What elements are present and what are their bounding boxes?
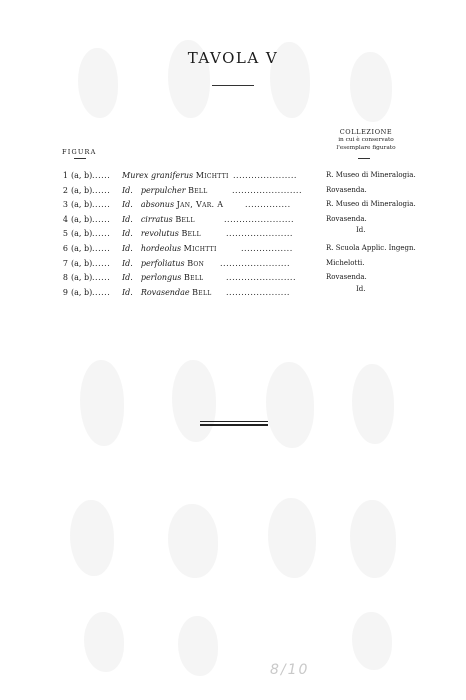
figure-row — [0, 186, 466, 200]
figure-subparts: (a, b) — [71, 244, 93, 253]
figure-subparts: (a, b) — [71, 229, 93, 239]
species-epithet: perlongus — [140, 273, 182, 283]
plate-title: TAVOLA V — [187, 49, 279, 67]
genus: Id. — [122, 214, 133, 224]
genus: Id. — [122, 200, 133, 210]
species-name — [122, 259, 204, 268]
figure-subparts: (a, b) — [71, 200, 93, 210]
collezione-subheading-1: in cui è conservato — [338, 137, 394, 143]
figure-row — [0, 226, 466, 243]
species-author: Bell — [181, 229, 201, 239]
leader-dots: ....................... — [224, 214, 294, 224]
collection-name: R. Scuola Applic. Ingegn. — [326, 244, 416, 252]
show-through-shape — [70, 500, 114, 576]
leader-dots: ....................... — [226, 273, 296, 283]
show-through-shape — [172, 360, 216, 442]
genus: Id. — [122, 287, 133, 297]
figure-number: 2 — [62, 185, 68, 195]
figure-number: 7 — [62, 258, 68, 268]
column-header-figura: FIGURA — [62, 148, 97, 156]
species-author: Bell — [188, 185, 208, 195]
leader-dots: ...... — [92, 214, 111, 224]
column-header-rule — [74, 158, 86, 159]
figure-number: 1 — [62, 171, 68, 180]
genus: Murex graniferus — [122, 171, 194, 180]
figure-subparts: (a, b) — [71, 185, 93, 195]
end-rule — [200, 421, 268, 422]
figure-number: 6 — [62, 244, 68, 253]
show-through-shape — [80, 360, 124, 446]
species-name — [122, 288, 212, 297]
species-name — [122, 200, 223, 209]
show-through-shape — [178, 616, 218, 676]
collection-name: R. Museo di Mineralogia. — [326, 171, 416, 179]
figure-subparts: (a, b) — [71, 214, 93, 224]
figure-subparts: (a, b) — [71, 171, 93, 180]
figure-number: 8 — [62, 273, 68, 283]
species-author: Michtti — [183, 244, 217, 253]
species-author: Bell — [192, 287, 212, 297]
figure-row — [0, 200, 466, 214]
species-author: Bell — [183, 273, 204, 283]
leader-dots: ................. — [241, 244, 293, 253]
figure-row — [0, 244, 466, 258]
species-epithet: Rovasendae — [140, 287, 190, 297]
show-through-shape — [268, 498, 316, 578]
species-author: Bell — [175, 214, 195, 224]
species-author: Michtti — [195, 171, 229, 180]
figure-number: 4 — [62, 214, 68, 224]
column-header-rule — [358, 158, 370, 159]
collection-name: Rovasenda. — [326, 273, 367, 282]
column-header-collezione — [326, 128, 406, 152]
species-epithet: cirratus — [140, 214, 173, 224]
show-through-shape — [350, 500, 396, 578]
pencil-annotation: 8/10 — [270, 662, 310, 678]
species-name — [122, 186, 208, 195]
species-name — [122, 273, 203, 282]
genus: Id. — [122, 258, 133, 268]
show-through-shape — [266, 362, 314, 448]
leader-dots: ...... — [92, 200, 111, 210]
collezione-heading: COLLEZIONE — [339, 128, 393, 136]
title-rule — [212, 85, 254, 86]
figure-number: 9 — [62, 287, 68, 297]
leader-dots: ...... — [92, 287, 111, 297]
collection-name: Id. — [356, 284, 366, 293]
figure-subparts: (a, b) — [71, 258, 93, 268]
genus: Id. — [122, 244, 133, 253]
leader-dots: ...................... — [226, 229, 293, 239]
show-through-shape — [352, 612, 392, 670]
leader-dots: ...... — [92, 229, 111, 239]
leader-dots: ...... — [92, 171, 111, 180]
species-author: Bon — [187, 258, 205, 268]
species-epithet: revolutus — [140, 229, 179, 239]
show-through-shape — [84, 612, 124, 672]
figure-row — [0, 171, 466, 185]
genus: Id. — [122, 273, 133, 283]
show-through-shape — [168, 504, 218, 578]
leader-dots: ...... — [92, 244, 111, 253]
species-epithet: perfoliatus — [140, 258, 185, 268]
collection-name: Michelotti. — [326, 258, 365, 267]
species-name — [122, 215, 195, 224]
figure-row — [0, 284, 466, 302]
genus: Id. — [122, 229, 133, 239]
genus: Id. — [122, 185, 133, 195]
show-through-shape — [352, 364, 394, 444]
figure-row — [0, 273, 466, 287]
species-name — [122, 229, 201, 238]
collection-name: R. Museo di Mineralogia. — [326, 200, 416, 209]
figure-subparts: (a, b) — [71, 273, 93, 283]
leader-dots: ...... — [92, 185, 111, 195]
figure-number: 5 — [62, 229, 68, 239]
species-author: Jan, Var. A — [176, 200, 224, 210]
leader-dots: ....................... — [220, 258, 290, 268]
species-name — [122, 171, 229, 180]
species-epithet: hordeolus — [140, 244, 182, 253]
species-epithet: absonus — [140, 200, 175, 210]
figure-row — [0, 215, 466, 229]
leader-dots: ..................... — [226, 287, 290, 297]
figure-number: 3 — [62, 200, 68, 210]
leader-dots: ..................... — [233, 171, 297, 180]
collection-name: Id. — [356, 226, 366, 235]
collezione-subheading-2: l'esemplare figurato — [336, 145, 396, 151]
end-rule — [200, 424, 268, 426]
leader-dots: ...... — [92, 273, 111, 283]
figure-subparts: (a, b) — [71, 287, 93, 297]
species-epithet: perpulcher — [140, 185, 186, 195]
collection-name: Rovasenda. — [326, 214, 367, 223]
species-name — [122, 244, 217, 253]
leader-dots: ...... — [92, 258, 111, 268]
figure-row — [0, 259, 466, 273]
leader-dots: ............... — [245, 200, 291, 210]
leader-dots: ....................... — [232, 185, 302, 195]
collection-name: Rovasenda. — [326, 185, 367, 194]
